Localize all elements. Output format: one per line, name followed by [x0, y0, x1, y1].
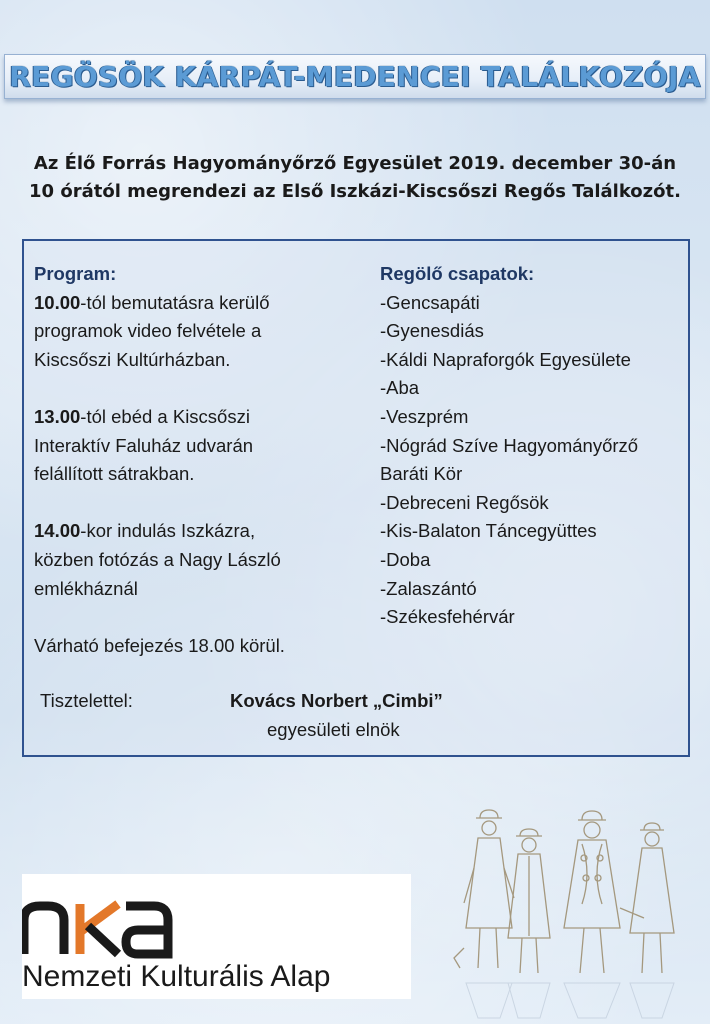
team-item: -Aba [380, 377, 420, 399]
program-text: programok video felvétele a [34, 320, 262, 342]
team-item: -Veszprém [380, 405, 469, 427]
program-text: Interaktív Faluház udvarán [34, 434, 254, 456]
team-item: -Káldi Napraforgók Egyesülete [380, 348, 631, 370]
team-item: -Debreceni Regősök [380, 491, 549, 513]
program-time: 10.00 [34, 291, 81, 313]
program-box [22, 239, 690, 757]
program-time: 13.00 [34, 405, 81, 427]
team-item: -Zalaszántó [380, 577, 477, 599]
program-heading: Program: [34, 263, 117, 284]
program-text: közben fotózás a Nagy László [34, 548, 281, 570]
program-item-3 [34, 517, 364, 546]
teams-column [380, 260, 690, 632]
team-item: -Székesfehérvár [380, 606, 515, 628]
program-closing: Várható befejezés 18.00 körül. [34, 634, 285, 656]
intro-line-2: 10 órától megrendezi az Első Iszkázi-Kiscsőszi Regős Találkozót. [29, 181, 681, 202]
teams-heading: Regölő csapatok: [380, 263, 535, 284]
title-banner [4, 54, 706, 99]
sponsor-logo [22, 874, 411, 999]
program-text: emlékháznál [34, 577, 138, 599]
team-item: -Nógrád Szíve Hagyományőrző [380, 434, 639, 456]
page-title: REGÖSÖK KÁRPÁT-MEDENCEI TALÁLKOZÓJA [9, 60, 701, 93]
program-text: -tól bemutatásra kerülő [80, 291, 270, 313]
program-column [34, 260, 364, 660]
program-text: -tól ebéd a Kiscsőszi [80, 405, 250, 427]
program-text: felállított sátrakban. [34, 463, 195, 485]
program-item-1 [34, 289, 364, 318]
signature-name: Kovács Norbert „Cimbi” [230, 690, 443, 711]
intro-line-1: Az Élő Forrás Hagyományőrző Egyesület 2019. december 30-án [33, 153, 677, 174]
program-time: 14.00 [34, 520, 81, 542]
intro-text [20, 150, 690, 206]
team-item: -Gencsapáti [380, 291, 480, 313]
team-item: -Doba [380, 548, 431, 570]
program-text: -kor indulás Iszkázra, [80, 520, 256, 542]
program-item-2 [34, 403, 364, 432]
team-item: -Gyenesdiás [380, 320, 484, 342]
team-item: -Kis-Balaton Táncegyüttes [380, 520, 597, 542]
folk-dancers-illustration [444, 808, 710, 1024]
team-item: Baráti Kör [380, 463, 463, 485]
sponsor-name: Nemzeti Kulturális Alap [22, 960, 331, 993]
nka-logo-icon [22, 874, 182, 960]
program-text: Kiscsőszi Kultúrházban. [34, 348, 231, 370]
signature-title: egyesületi elnök [267, 719, 400, 740]
signature-label: Tisztelettel: [40, 690, 133, 711]
